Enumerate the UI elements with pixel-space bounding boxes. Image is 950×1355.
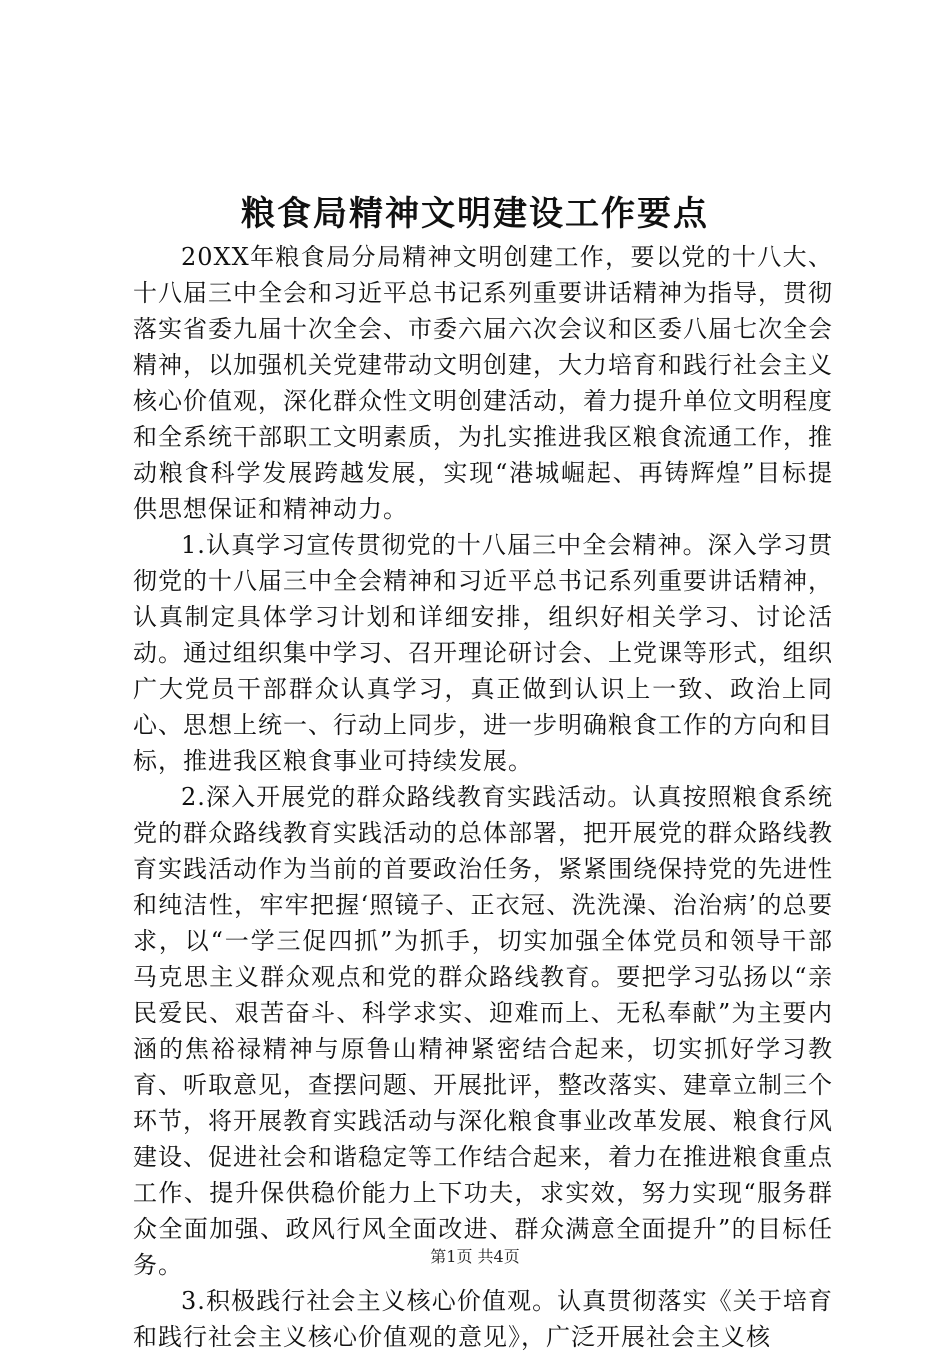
document-body bbox=[133, 239, 833, 1355]
section-1-paragraph: 1.认真学习宣传贯彻党的十八届三中全会精神。深入学习贯彻党的十八届三中全会精神和习近平总书记系列重要讲话精神，认真制定具体学习计划和详细安排，组织好相关学习、讨论活动。通过组织集中学习、召开理论研讨会、上党课等形式，组织广大党员干部群众认真学习，真正做到认识上一致、政治上同心、思想上统一、行动上同步，进一步明确粮食工作的方向和目标，推进我区粮食事业可持续发展。 bbox=[133, 531, 833, 775]
section-3-paragraph: 3.积极践行社会主义核心价值观。认真贯彻落实《关于培育和践行社会主义核心价值观的意见》，广泛开展社会主义核 bbox=[133, 1287, 833, 1351]
intro-paragraph: 20XX年粮食局分局精神文明创建工作，要以党的十八大、十八届三中全会和习近平总书记系列重要讲话精神为指导，贯彻落实省委九届十次全会、市委六届六次会议和区委八届七次全会精神，以加强机关党建带动文明创建，大力培育和践行社会主义核心价值观，深化群众性文明创建活动，着力提升单位文明程度和全系统干部职工文明素质，为扎实推进我区粮食流通工作，推动粮食科学发展跨越发展，实现“港城崛起、再铸辉煌”目标提供思想保证和精神动力。 bbox=[133, 243, 833, 523]
page-number-footer: 第1页 共4页 bbox=[430, 1247, 520, 1266]
section-2-paragraph: 2.深入开展党的群众路线教育实践活动。认真按照粮食系统党的群众路线教育实践活动的总体部署，把开展党的群众路线教育实践活动作为当前的首要政治任务，紧紧围绕保持党的先进性和纯洁性，牢牢把握‘照镜子、正衣冠、洗洗澡、治治病’的总要求，以“一学三促四抓”为抓手，切实加强全体党员和领导干部马克思主义群众观点和党的群众路线教育。要把学习弘扬以“亲民爱民、艰苦奋斗、科学求实、迎难而上、无私奉献”为主要内涵的焦裕禄精神与原鲁山精神紧密结合起来，切实抓好学习教育、听取意见，查摆问题、开展批评，整改落实、建章立制三个环节，将开展教育实践活动与深化粮食事业改革发展、粮食行风建设、促进社会和谐稳定等工作结合起来，着力在推进粮食重点工作、提升保供稳价能力上下功夫，求实效，努力实现“服务群众全面加强、政风行风全面改进、群众满意全面提升”的目标任务。 bbox=[133, 783, 833, 1279]
document-title: 粮食局精神文明建设工作要点 bbox=[241, 194, 709, 234]
